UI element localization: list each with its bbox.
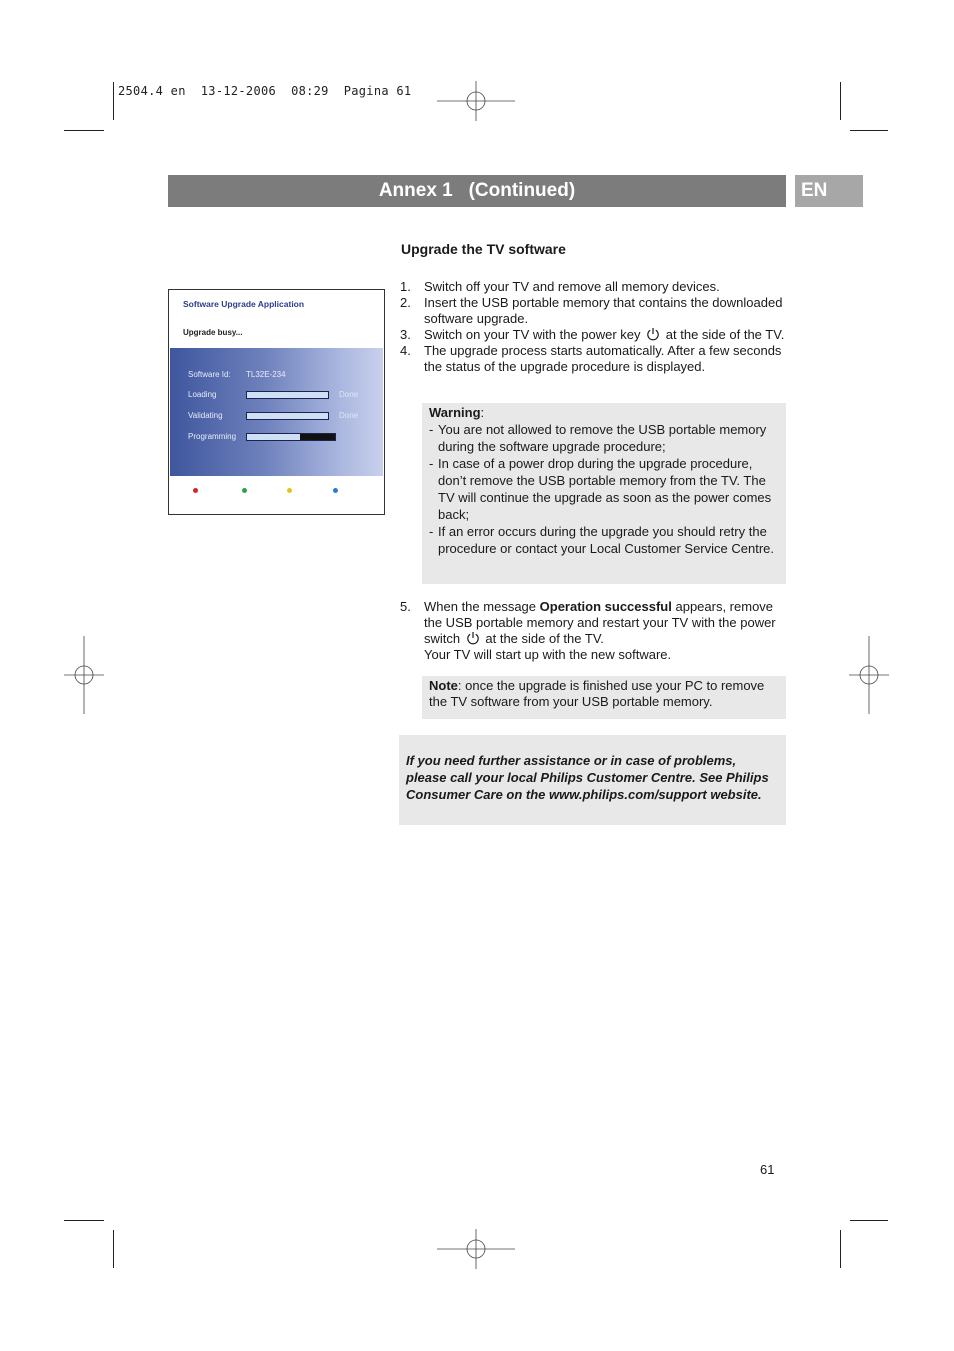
- section-title: Upgrade the TV software: [401, 241, 566, 257]
- section-header: [168, 175, 786, 207]
- step-text: Your TV will start up with the new software.: [424, 647, 672, 662]
- registration-mark-icon: [64, 636, 104, 714]
- crop-mark: [840, 82, 841, 120]
- step-text: Insert the USB portable memory that contains the downloaded software upgrade.: [424, 295, 783, 326]
- loading-progress-bar: [246, 391, 329, 399]
- page-number: 61: [760, 1162, 775, 1177]
- loading-status: Done: [339, 390, 359, 399]
- step-text: appears, remove the USB portable memory and restart your TV with the power switch: [424, 599, 776, 646]
- steps-list: [400, 279, 786, 375]
- programming-progress-remaining: [300, 434, 335, 440]
- step-item: [400, 327, 786, 343]
- validating-status: Done: [339, 411, 359, 420]
- step-text: Switch off your TV and remove all memory devices.: [424, 279, 720, 294]
- step-number: 2.: [400, 295, 411, 310]
- warning-item: - In case of a power drop during the upgrade procedure, don’t remove the USB portable memory from the TV. The TV will continue the upgrade as soon as the power comes back;: [429, 456, 772, 522]
- tv-screen-illustration: [168, 289, 385, 515]
- step-item: [400, 343, 786, 375]
- help-text: If you need further assistance or in case of problems, please call your local Philips Customer Centre. See Philips Consumer Care on the www.philips.com/support website.: [406, 753, 769, 802]
- help-box: [399, 735, 786, 825]
- registration-mark-icon: [849, 636, 889, 714]
- step-text: When the message: [424, 599, 537, 614]
- warning-text: If an error occurs during the upgrade you should retry the procedure or contact your Local Customer Service Centre.: [438, 524, 774, 556]
- blue-button-icon: [333, 488, 338, 493]
- note-text: : once the upgrade is finished use your PC to remove the TV software from your USB portable memory.: [429, 678, 765, 709]
- note-box: [422, 676, 786, 719]
- warning-item: - You are not allowed to remove the USB portable memory during the software upgrade procedure;: [429, 422, 767, 454]
- crop-mark: [850, 130, 888, 131]
- crop-mark: [850, 1220, 888, 1221]
- tv-status: Upgrade busy...: [183, 328, 243, 337]
- step-item: [400, 295, 786, 327]
- warning-text: You are not allowed to remove the USB portable memory during the software upgrade procedure;: [438, 422, 767, 454]
- note-label: Note: [429, 678, 458, 693]
- step-text: at the side of the TV.: [485, 631, 604, 646]
- programming-progress-bar: [246, 433, 336, 441]
- crop-mark: [64, 1220, 104, 1221]
- crop-mark: [64, 130, 104, 131]
- power-icon: [646, 327, 660, 341]
- step-text: Switch on your TV with the power key: [424, 327, 641, 342]
- step-item: [400, 599, 786, 663]
- loading-label: Loading: [188, 390, 217, 399]
- warning-label: Warning: [429, 405, 481, 420]
- step-text: at the side of the TV.: [665, 327, 785, 342]
- warning-colon: :: [480, 405, 485, 420]
- step-number: 1.: [400, 279, 411, 294]
- warning-box: [422, 403, 786, 584]
- step-text: The upgrade process starts automatically. After a few seconds the status of the upgrade procedure is displayed.: [424, 343, 782, 374]
- registration-mark-icon: [437, 81, 515, 121]
- step-bold-text: Operation successful: [539, 599, 672, 614]
- green-button-icon: [242, 488, 247, 493]
- crop-mark: [113, 1230, 114, 1268]
- print-slug: 2504.4 en 13-12-2006 08:29 Pagina 61: [118, 84, 412, 98]
- language-tab: EN: [795, 175, 863, 207]
- step-number: 5.: [400, 599, 411, 614]
- step-number: 3.: [400, 327, 411, 342]
- crop-mark: [840, 1230, 841, 1268]
- tv-app-title: Software Upgrade Application: [183, 299, 305, 309]
- power-icon: [466, 631, 480, 645]
- software-id-value: TL32E-234: [246, 370, 286, 379]
- warning-text: In case of a power drop during the upgrade procedure, don’t remove the USB portable memory from the TV. The TV will continue the upgrade as soon as the power comes back;: [438, 456, 772, 522]
- software-id-label: Software Id:: [188, 370, 231, 379]
- registration-mark-icon: [437, 1229, 515, 1269]
- validating-label: Validating: [188, 411, 223, 420]
- step-item: [400, 279, 786, 295]
- programming-label: Programming: [188, 432, 237, 441]
- warning-item: - If an error occurs during the upgrade you should retry the procedure or contact your Local Customer Service Centre.: [429, 524, 774, 556]
- step-number: 4.: [400, 343, 411, 358]
- crop-mark: [113, 82, 114, 120]
- validating-progress-bar: [246, 412, 329, 420]
- tv-progress-panel: [170, 348, 383, 476]
- page-title: Annex 1 (Continued): [378, 180, 576, 201]
- yellow-button-icon: [287, 488, 292, 493]
- red-button-icon: [193, 488, 198, 493]
